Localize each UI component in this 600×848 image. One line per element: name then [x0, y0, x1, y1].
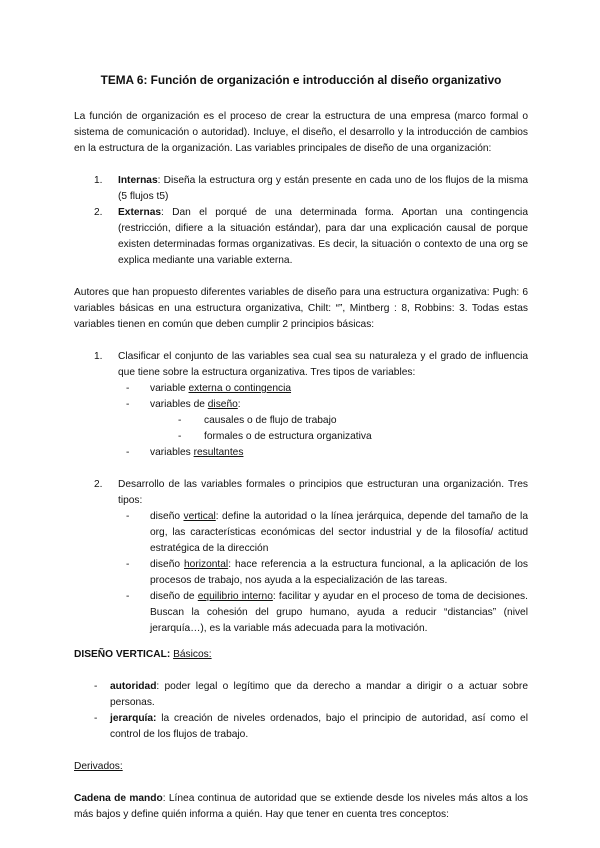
- sub-item-text: : hace referencia a la estructura funcional, a la aplicación de los procesos de trabajo, nos ayuda a la especialización de las tareas.: [150, 559, 528, 586]
- underlined-term: equilibrio interno: [197, 591, 273, 602]
- term-autoridad: autoridad: [110, 681, 157, 692]
- principle-1: [74, 349, 528, 461]
- dash-bullet: -: [126, 511, 130, 522]
- sub-item-text: : define la autoridad o la línea jerárquica, depende del tamaño de la org, las características económicas del sector industrial y de la filosofía/ actitud estratégica de la dirección: [150, 511, 528, 554]
- principle-text: Clasificar el conjunto de las variables sea cual sea su naturaleza y el grado de influencia que tiene sobre la estructura organizativa. Tres tipos de variables:: [118, 351, 528, 378]
- underlined-term: externa o contingencia: [188, 383, 292, 394]
- sub-item: [122, 509, 528, 557]
- sub-sub-item-text: causales o de flujo de trabajo: [204, 415, 337, 426]
- principle-2: [74, 477, 528, 637]
- sub-item-text: diseño: [150, 559, 185, 570]
- paragraph-text: : Línea continua de autoridad que se extiende desde los niveles más altos a los más bajos y define quién informa a quién. Hay que tener en cuenta tres conceptos:: [74, 793, 528, 820]
- authors-paragraph: Autores que han propuesto diferentes variables de diseño para una estructura organizativa: Pugh: 6 variables básicas en una estructura organizativa, Chilt: “”, Mintberg : 8, Robbins: 3. Todas estas variables tienen en común que deben cumplir 2 principios básicas:: [74, 287, 528, 330]
- dash-bullet: -: [178, 415, 182, 426]
- dash-bullet: -: [126, 559, 130, 570]
- dash-bullet: -: [178, 431, 182, 442]
- dash-bullet: -: [126, 447, 130, 458]
- vertical-list: [74, 679, 528, 743]
- subheading-basicos: Básicos:: [173, 649, 212, 660]
- sub-item-text: variables de: [150, 399, 208, 410]
- section-heading: DISEÑO VERTICAL: [74, 649, 167, 660]
- list-item-text: : Diseña la estructura org y están presente en cada uno de los flujos de la misma (5 flujos t5): [118, 175, 528, 202]
- term-cadena-de-mando: Cadena de mando: [74, 793, 163, 804]
- list-item: [74, 173, 528, 205]
- variables-list: [74, 173, 528, 269]
- sub-item-text: diseño de: [150, 591, 198, 602]
- underlined-term: vertical: [183, 511, 216, 522]
- sub-sub-item: [158, 413, 528, 429]
- dash-bullet: -: [126, 383, 130, 394]
- dash-bullet: -: [94, 713, 98, 724]
- heading-colon: :: [166, 649, 171, 660]
- term-internas: Internas: [118, 175, 158, 186]
- list-item: [74, 679, 528, 711]
- list-item: [74, 349, 528, 381]
- sub-item: [122, 445, 528, 461]
- sub-item: [122, 557, 528, 589]
- underlined-term: horizontal: [184, 559, 229, 570]
- list-item: [74, 477, 528, 509]
- list-number: 2.: [94, 479, 103, 490]
- list-item: [74, 711, 528, 743]
- list-item-text: la creación de niveles ordenados, bajo el principio de autoridad, así como el control de los flujos de trabajo.: [110, 713, 528, 740]
- sub-item: [122, 589, 528, 637]
- subheading-derivados: Derivados:: [74, 761, 123, 772]
- dash-bullet: -: [94, 681, 98, 692]
- list-number: 2.: [94, 207, 103, 218]
- underlined-term: diseño: [207, 399, 238, 410]
- list-item-text: : Dan el porqué de una determinada forma. Aportan una contingencia (restricción, difiere a la situación estándar), para dar una explicación causal de porque existen determinadas formas organizativas. Es decir, la situación o contexto de una org se explica mediante una variable externa.: [118, 207, 528, 266]
- sub-item-text: : facilitar y ayudar en el proceso de toma de decisiones. Buscan la cohesión del grupo humano, ayuda a reducir “distancias” (nivel jerarquía…), es la variable más adecuada para la motivación.: [150, 591, 528, 634]
- term-externas: Externas: [118, 207, 162, 218]
- principle-text: Desarrollo de las variables formales o principios que estructuran una organización. Tres tipos:: [118, 479, 528, 506]
- sub-sub-item: [158, 429, 528, 445]
- dash-bullet: -: [126, 591, 130, 602]
- underlined-term: resultantes: [193, 447, 244, 458]
- list-item-text: : poder legal o legítimo que da derecho a mandar a dirigir o a actuar sobre personas.: [110, 681, 528, 708]
- term-jerarquia: jerarquía:: [110, 713, 157, 724]
- page-title: TEMA 6: Función de organización e introducción al diseño organizativo: [100, 73, 502, 87]
- sub-item: [122, 397, 528, 413]
- sub-item-text: variable: [150, 383, 189, 394]
- list-item: [74, 205, 528, 269]
- sub-item: [122, 381, 528, 397]
- sub-item-text: variables: [150, 447, 194, 458]
- cadena-paragraph: [74, 791, 528, 823]
- sub-item-text: diseño: [150, 511, 184, 522]
- derivados-heading: [74, 759, 528, 775]
- sub-sub-item-text: formales o de estructura organizativa: [204, 431, 372, 442]
- vertical-heading: [74, 647, 528, 663]
- list-number: 1.: [94, 351, 103, 362]
- list-number: 1.: [94, 175, 103, 186]
- intro-paragraph: La función de organización es el proceso de crear la estructura de una empresa (marco formal o sistema de comunicación o autoridad). Incluye, el diseño, el desarrollo y la introducción de cambios en la estructura de la organización. Las variables principales de diseño de una organización:: [74, 111, 528, 154]
- dash-bullet: -: [126, 399, 130, 410]
- sub-item-text: :: [237, 399, 241, 410]
